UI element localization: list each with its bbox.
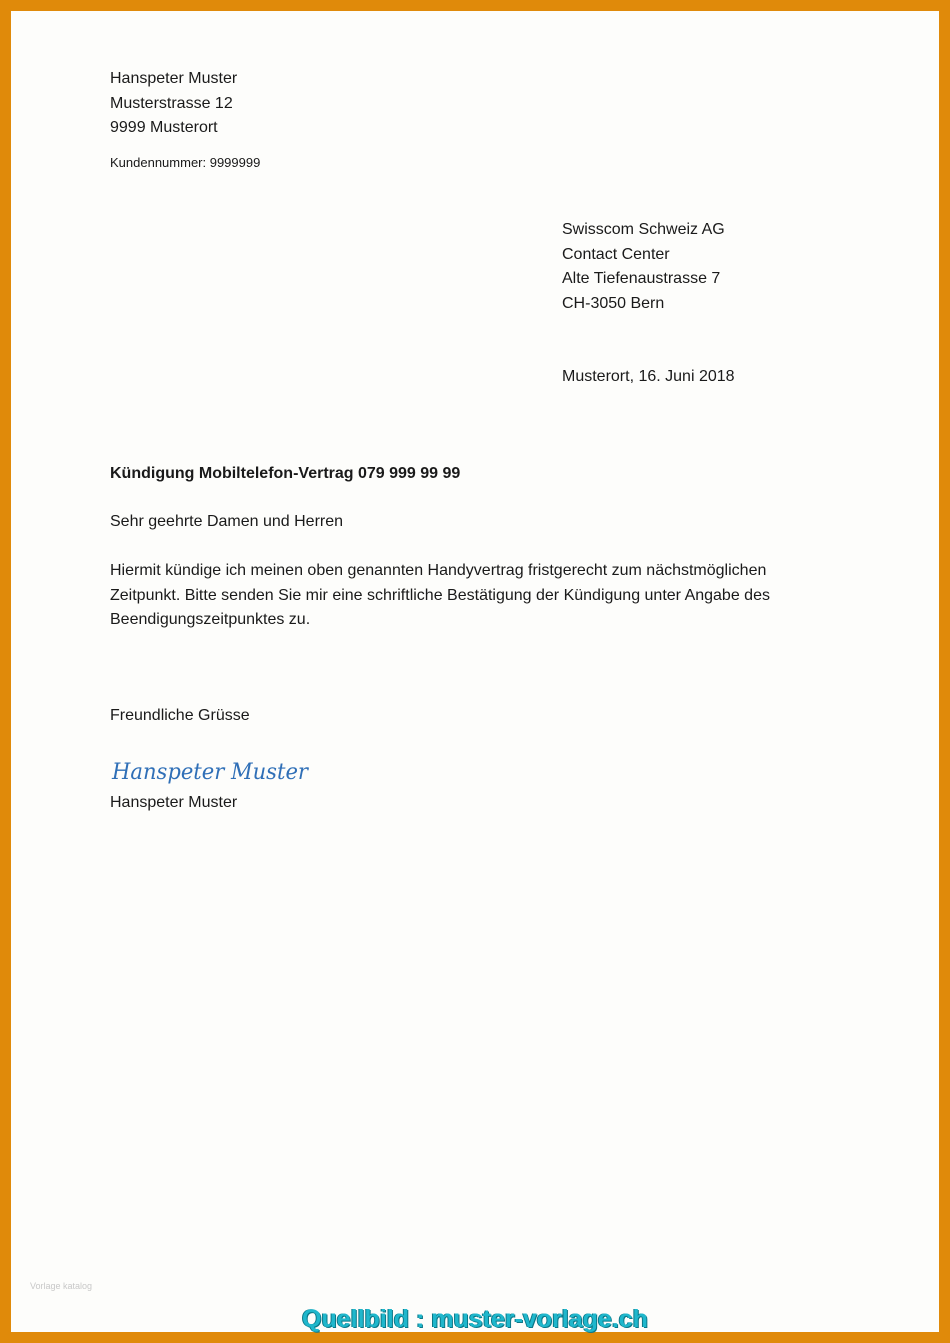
subject-line: Kündigung Mobiltelefon-Vertrag 079 999 99 99 bbox=[110, 465, 461, 482]
recipient-address bbox=[562, 218, 725, 316]
sender-name: Hanspeter Muster bbox=[110, 70, 238, 87]
source-caption: Quellbild : muster-vorlage.ch bbox=[302, 1305, 648, 1333]
body-line: Zeitpunkt. Bitte senden Sie mir eine schriftliche Bestätigung der Kündigung unter Angabe des bbox=[110, 586, 770, 604]
letter-body bbox=[110, 559, 770, 633]
letter-page bbox=[11, 11, 939, 1332]
watermark: Vorlage katalog bbox=[30, 1281, 93, 1291]
sender-street: Musterstrasse 12 bbox=[110, 94, 233, 112]
sender-address bbox=[110, 67, 237, 141]
customer-number: Kundennummer: 9999999 bbox=[110, 155, 261, 170]
recipient-department: Contact Center bbox=[562, 245, 670, 263]
body-line: Beendigungszeitpunktes zu. bbox=[110, 611, 311, 628]
body-line: Hiermit kündige ich meinen oben genannten Handyvertrag fristgerecht zum nächstmöglichen bbox=[110, 562, 767, 579]
closing: Freundliche Grüsse bbox=[110, 707, 250, 724]
handwritten-signature bbox=[110, 749, 320, 789]
recipient-city: CH-3050 Bern bbox=[562, 294, 665, 312]
salutation: Sehr geehrte Damen und Herren bbox=[110, 513, 344, 530]
svg-text:Hanspeter Muster: Hanspeter Muster bbox=[111, 760, 310, 785]
recipient-company: Swisscom Schweiz AG bbox=[562, 221, 725, 238]
sender-city: 9999 Musterort bbox=[110, 119, 218, 136]
date-line: Musterort, 16. Juni 2018 bbox=[562, 368, 735, 385]
recipient-street: Alte Tiefenaustrasse 7 bbox=[562, 270, 721, 287]
signed-name: Hanspeter Muster bbox=[110, 794, 238, 811]
